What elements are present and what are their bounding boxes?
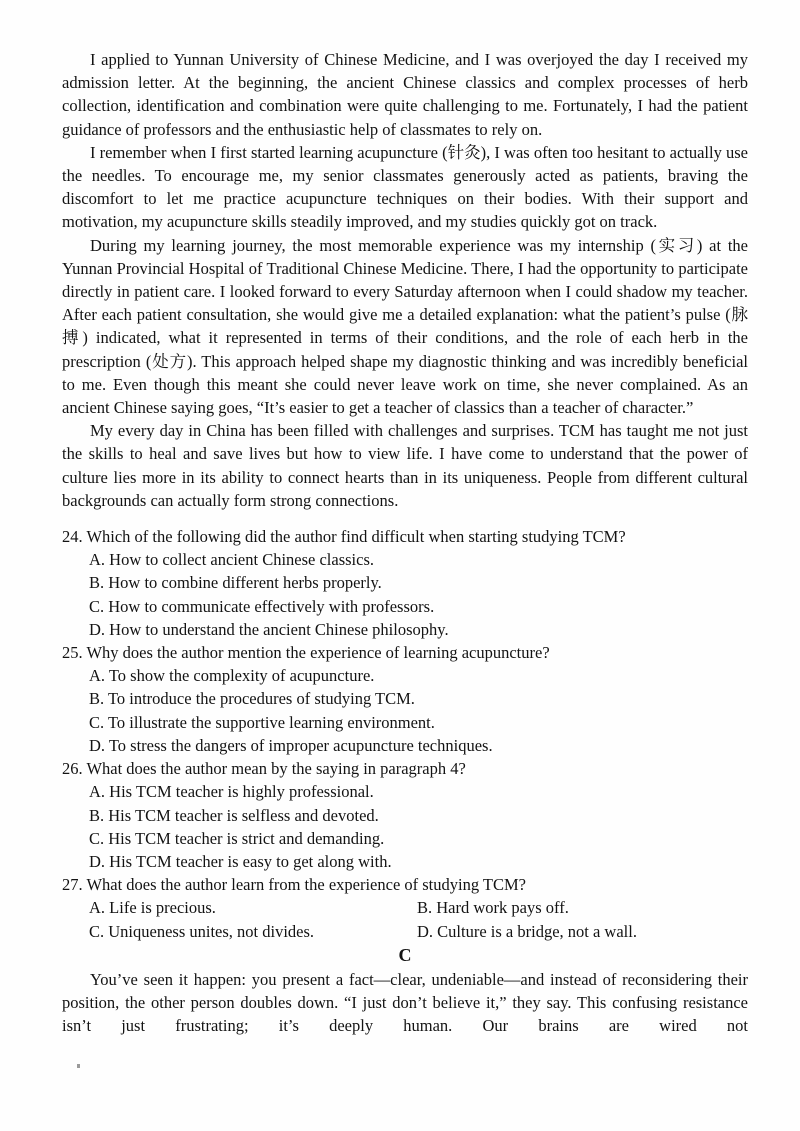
- question-27-stem: 27. What does the author learn from the experience of studying TCM?: [62, 873, 748, 896]
- question-25-options: [62, 664, 748, 757]
- question-25-stem: 25. Why does the author mention the experience of learning acupuncture?: [62, 641, 748, 664]
- section-c-heading: C: [398, 944, 412, 965]
- question-27-options: [62, 896, 748, 942]
- question-26-option-c: C. His TCM teacher is strict and demanding.: [89, 828, 385, 848]
- question-24-number: 24.: [62, 527, 83, 547]
- question-24-option-c: C. How to communicate effectively with professors.: [89, 596, 435, 616]
- question-block: [62, 525, 748, 943]
- question-25-option-d: D. To stress the dangers of improper acupuncture techniques.: [89, 735, 493, 755]
- question-26-option-a: A. His TCM teacher is highly professional.: [89, 782, 374, 802]
- question-27: [62, 873, 748, 943]
- passage-paragraph-3: During my learning journey, the most memorable experience was my internship (实习) at the Yunnan Provincial Hospital of Traditional Chinese Medicine. There, I had the opportunity to participate directly in patient care. I looked forward to every Saturday afternoon when I could shadow my teacher. After each patient consultation, she would give me a detailed explanation: what the patient’s pulse (脉搏) indicated, what it represented in terms of their conditions, and the role of each herb in the prescription (处方). This approach helped shape my diagnostic thinking and was incredibly beneficial to me. Even though this meant she could never leave work on time, she never complained. As an ancient Chinese saying goes, “It’s easier to get a teacher of classics than a teacher of character.”: [62, 235, 748, 418]
- scan-artifact-dot: [77, 1064, 80, 1068]
- question-26-options: [62, 780, 748, 873]
- question-26: [62, 757, 748, 873]
- question-26-option-b: B. His TCM teacher is selfless and devoted.: [89, 805, 379, 825]
- question-25-option-a: A. To show the complexity of acupuncture.: [89, 666, 375, 686]
- question-24-option-a: A. How to collect ancient Chinese classics.: [89, 550, 375, 570]
- question-24-option-d: D. How to understand the ancient Chinese philosophy.: [89, 619, 449, 639]
- question-24-option-b: B. How to combine different herbs properly.: [89, 573, 382, 593]
- question-26-stem: 26. What does the author mean by the saying in paragraph 4?: [62, 757, 748, 780]
- passage-paragraph-4: My every day in China has been filled with challenges and surprises. TCM has taught me not just the skills to heal and save lives but how to view life. I have come to understand that the power of culture lies more in its ability to connect hearts than in its uniqueness. People from different cultural backgrounds can actually form strong connections.: [62, 421, 748, 510]
- question-27-number: 27.: [62, 875, 83, 895]
- question-27-option-a: A. Life is precious.: [89, 898, 216, 918]
- question-25: [62, 641, 748, 757]
- question-27-option-c: C. Uniqueness unites, not divides.: [89, 921, 315, 941]
- question-27-option-d: D. Culture is a bridge, not a wall.: [417, 921, 637, 941]
- passage-paragraph-1: I applied to Yunnan University of Chinese Medicine, and I was overjoyed the day I received my admission letter. At the beginning, the ancient Chinese classics and complex processes of herb collection, identification and combination were quite challenging to me. Fortunately, I had the patient guidance of professors and the enthusiastic help of classmates to rely on.: [62, 50, 748, 139]
- question-27-option-b: B. Hard work pays off.: [417, 898, 569, 918]
- question-26-option-d: D. His TCM teacher is easy to get along with.: [89, 851, 392, 871]
- passage-paragraph-2: I remember when I first started learning acupuncture (针灸), I was often too hesitant to actually use the needles. To encourage me, my senior classmates generously acted as patients, braving the discomfort to let me practice acupuncture techniques on their bodies. With their support and motivation, my acupuncture skills steadily improved, and my studies quickly got on track.: [62, 142, 748, 232]
- question-26-number: 26.: [62, 759, 83, 779]
- question-25-option-c: C. To illustrate the supportive learning environment.: [89, 712, 435, 732]
- section-c: [62, 943, 748, 1038]
- reading-passage-b: [62, 48, 748, 512]
- question-24-options: [62, 548, 748, 641]
- section-c-paragraph-1: You’ve seen it happen: you present a fact—clear, undeniable—and instead of reconsidering their position, the other person doubles down. “I just don’t believe it,” they say. This confusing resistance isn’t just frustrating; it’s deeply human. Our brains are wired not: [62, 969, 748, 1036]
- question-25-number: 25.: [62, 643, 83, 663]
- question-24-stem: 24. Which of the following did the author find difficult when starting studying TCM?: [62, 525, 748, 548]
- question-24: [62, 525, 748, 641]
- question-25-option-b: B. To introduce the procedures of studying TCM.: [89, 689, 415, 709]
